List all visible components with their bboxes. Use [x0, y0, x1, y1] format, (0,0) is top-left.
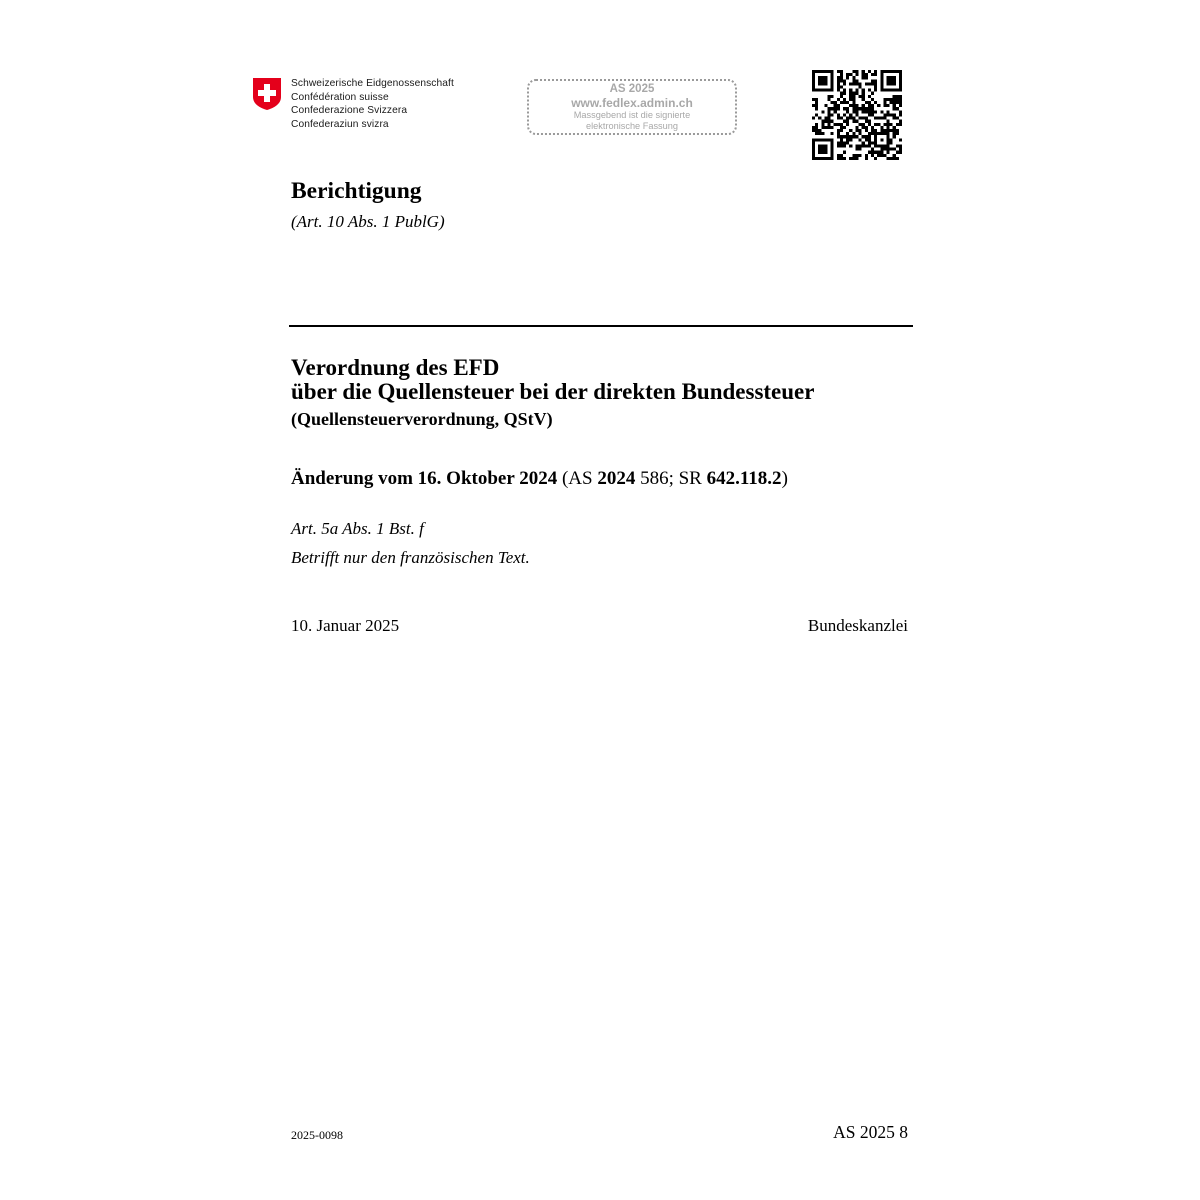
document-title: Berichtigung [291, 178, 422, 204]
correction-note: Betrifft nur den französischen Text. [291, 548, 530, 567]
ordinance-title-line1: Verordnung des EFD [291, 355, 500, 380]
confederation-name-rm: Confederaziun svizra [291, 118, 389, 130]
amendment-line [291, 468, 788, 490]
confederation-names [291, 77, 454, 131]
document-subtitle: (Art. 10 Abs. 1 PublG) [291, 212, 445, 231]
article-reference: Art. 5a Abs. 1 Bst. f [291, 519, 424, 538]
signatory: Bundeskanzlei [807, 616, 908, 635]
stamp-title: AS 2025 [609, 83, 655, 95]
page-reference: AS 2025 8 [833, 1122, 908, 1142]
amendment-sr-number: 642.118.2 [706, 468, 782, 489]
signature-date: 10. Januar 2025 [291, 616, 400, 635]
horizontal-rule [289, 325, 913, 327]
document-number: 2025-0098 [291, 1128, 343, 1142]
confederation-name-it: Confederazione Svizzera [291, 105, 408, 116]
amendment-as-prefix: (AS [557, 468, 598, 489]
amendment-as-year: 2024 [597, 468, 636, 489]
stamp-url: www.fedlex.admin.ch [571, 96, 693, 110]
amendment-closing: ) [781, 468, 788, 489]
stamp-note-line1: Massgebend ist die signierte [573, 110, 691, 120]
publication-stamp [527, 79, 737, 135]
ordinance-title-line2: über die Quellensteuer bei der direkten Bundessteuer [291, 379, 815, 404]
confederation-name-de: Schweizerische Eidgenossenschaft [291, 78, 454, 89]
qr-code-icon [812, 70, 902, 160]
amendment-as-page-and-sr: 586; SR [635, 468, 707, 489]
ordinance-short-title: (Quellensteuerverordnung, QStV) [291, 409, 553, 429]
stamp-note-line2: elektronische Fassung [586, 121, 678, 131]
confederation-name-fr: Confédération suisse [291, 91, 389, 103]
amendment-label: Änderung vom 16. Oktober 2024 [291, 468, 558, 489]
swiss-cross-icon [252, 77, 282, 111]
